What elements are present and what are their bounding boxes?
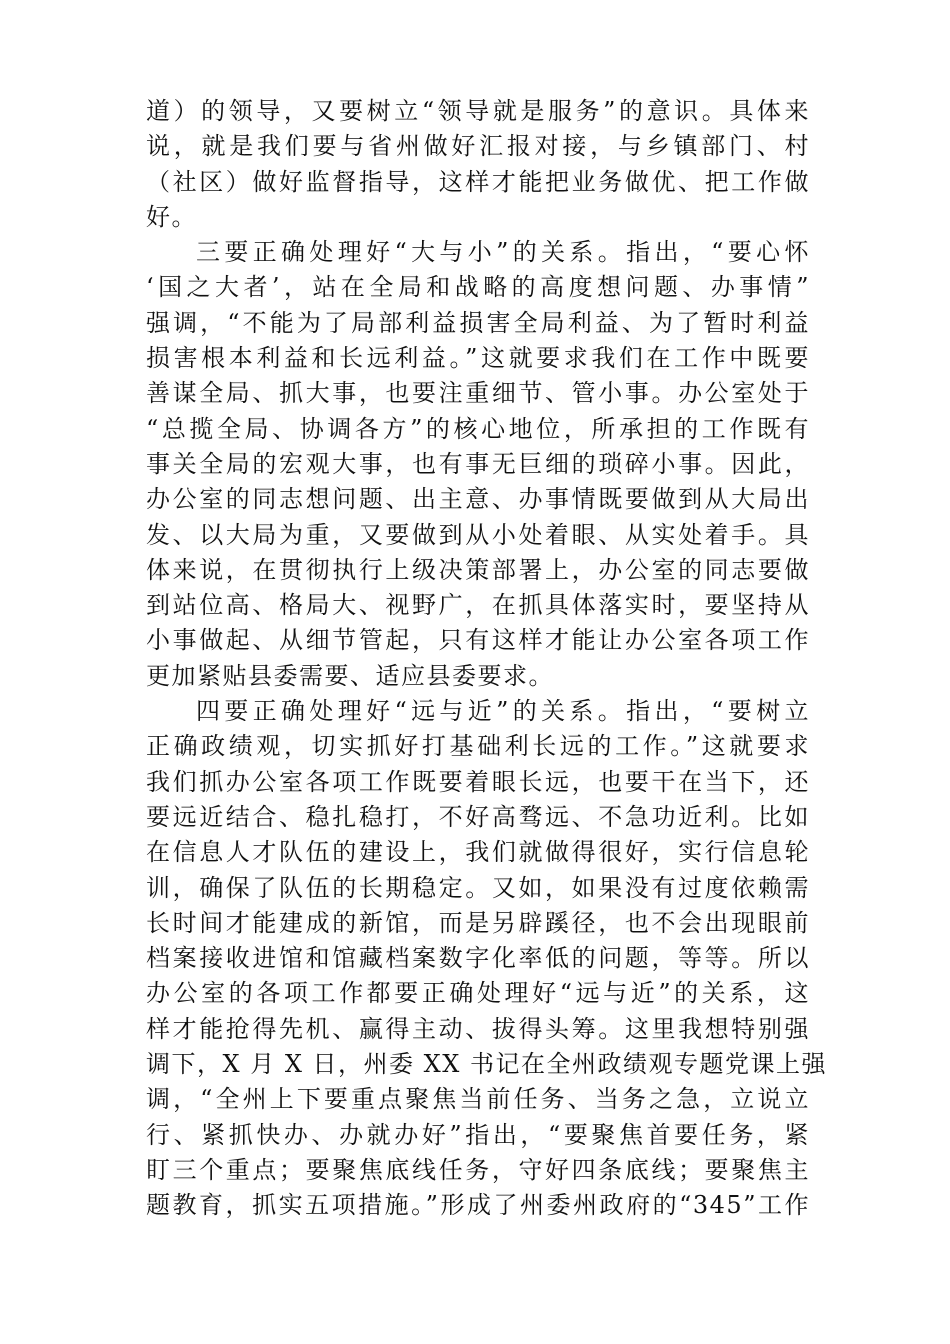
text-line: 调，“全州上下要重点聚焦当前任务、当务之急，立说立 bbox=[146, 1085, 810, 1114]
text-line: 损害根本利益和长远利益。”这就要求我们在工作中既要 bbox=[146, 344, 810, 373]
paragraph-1 bbox=[146, 94, 810, 235]
text-line: 正确政绩观，切实抓好打基础利长远的工作。”这就要求 bbox=[146, 732, 810, 761]
text-line: 说，就是我们要与省州做好汇报对接，与乡镇部门、村 bbox=[146, 132, 810, 161]
document-body bbox=[146, 94, 827, 1224]
text-line: 办公室的同志想问题、出主意、办事情既要做到从大局出 bbox=[146, 485, 810, 514]
text-line: 体来说，在贯彻执行上级决策部署上，办公室的同志要做 bbox=[146, 555, 810, 584]
text-line: ‘国之大者’，站在全局和战略的高度想问题、办事情” bbox=[146, 273, 810, 302]
text-line: 道）的领导，又要树立“领导就是服务”的意识。具体来 bbox=[146, 97, 810, 125]
text-line: 办公室的各项工作都要正确处理好“远与近”的关系，这 bbox=[146, 979, 810, 1008]
text-line: 更加紧贴县委需要、适应县委要求。 bbox=[146, 661, 554, 690]
text-line: 我们抓办公室各项工作既要着眼长远，也要干在当下，还 bbox=[146, 767, 810, 796]
text-line: 事关全局的宏观大事，也有事无巨细的琐碎小事。因此， bbox=[146, 449, 810, 478]
text-line: 三要正确处理好“大与小”的关系。指出，“要心怀 bbox=[196, 238, 810, 267]
text-line: 调下，X 月 X 日，州委 XX 书记在全州政绩观专题党课上强 bbox=[146, 1050, 827, 1079]
paragraph-2 bbox=[146, 235, 810, 694]
text-line: 题教育，抓实五项措施。”形成了州委州政府的“345”工作 bbox=[146, 1191, 810, 1220]
text-line: 长时间才能建成的新馆，而是另辟蹊径，也不会出现眼前 bbox=[146, 908, 810, 937]
text-line: 四要正确处理好“远与近”的关系。指出，“要树立 bbox=[196, 697, 810, 726]
text-line: 善谋全局、抓大事，也要注重细节、管小事。办公室处于 bbox=[146, 379, 810, 408]
text-line: 档案接收进馆和馆藏档案数字化率低的问题，等等。所以 bbox=[146, 944, 810, 973]
text-line: 到站位高、格局大、视野广，在抓具体落实时，要坚持从 bbox=[146, 591, 810, 620]
text-line: （社区）做好监督指导，这样才能把业务做优、把工作做 bbox=[146, 167, 810, 196]
text-line: “总揽全局、协调各方”的核心地位，所承担的工作既有 bbox=[146, 414, 810, 443]
text-line: 强调，“不能为了局部利益损害全局利益、为了暂时利益 bbox=[146, 308, 810, 337]
text-line: 在信息人才队伍的建设上，我们就做得很好，实行信息轮 bbox=[146, 838, 810, 867]
text-line: 训，确保了队伍的长期稳定。又如，如果没有过度依赖需 bbox=[146, 873, 810, 902]
text-line: 小事做起、从细节管起，只有这样才能让办公室各项工作 bbox=[146, 626, 810, 655]
paragraph-3 bbox=[146, 694, 827, 1223]
text-line: 行、紧抓快办、办就办好”指出，“要聚焦首要任务，紧 bbox=[146, 1120, 810, 1149]
text-line: 好。 bbox=[146, 202, 197, 231]
text-line: 要远近结合、稳扎稳打，不好高骛远、不急功近利。比如 bbox=[146, 802, 810, 831]
text-line: 盯三个重点；要聚焦底线任务，守好四条底线；要聚焦主 bbox=[146, 1155, 810, 1184]
text-line: 样才能抢得先机、赢得主动、拔得头筹。这里我想特别强 bbox=[146, 1014, 810, 1043]
text-line: 发、以大局为重，又要做到从小处着眼、从实处着手。具 bbox=[146, 520, 810, 549]
